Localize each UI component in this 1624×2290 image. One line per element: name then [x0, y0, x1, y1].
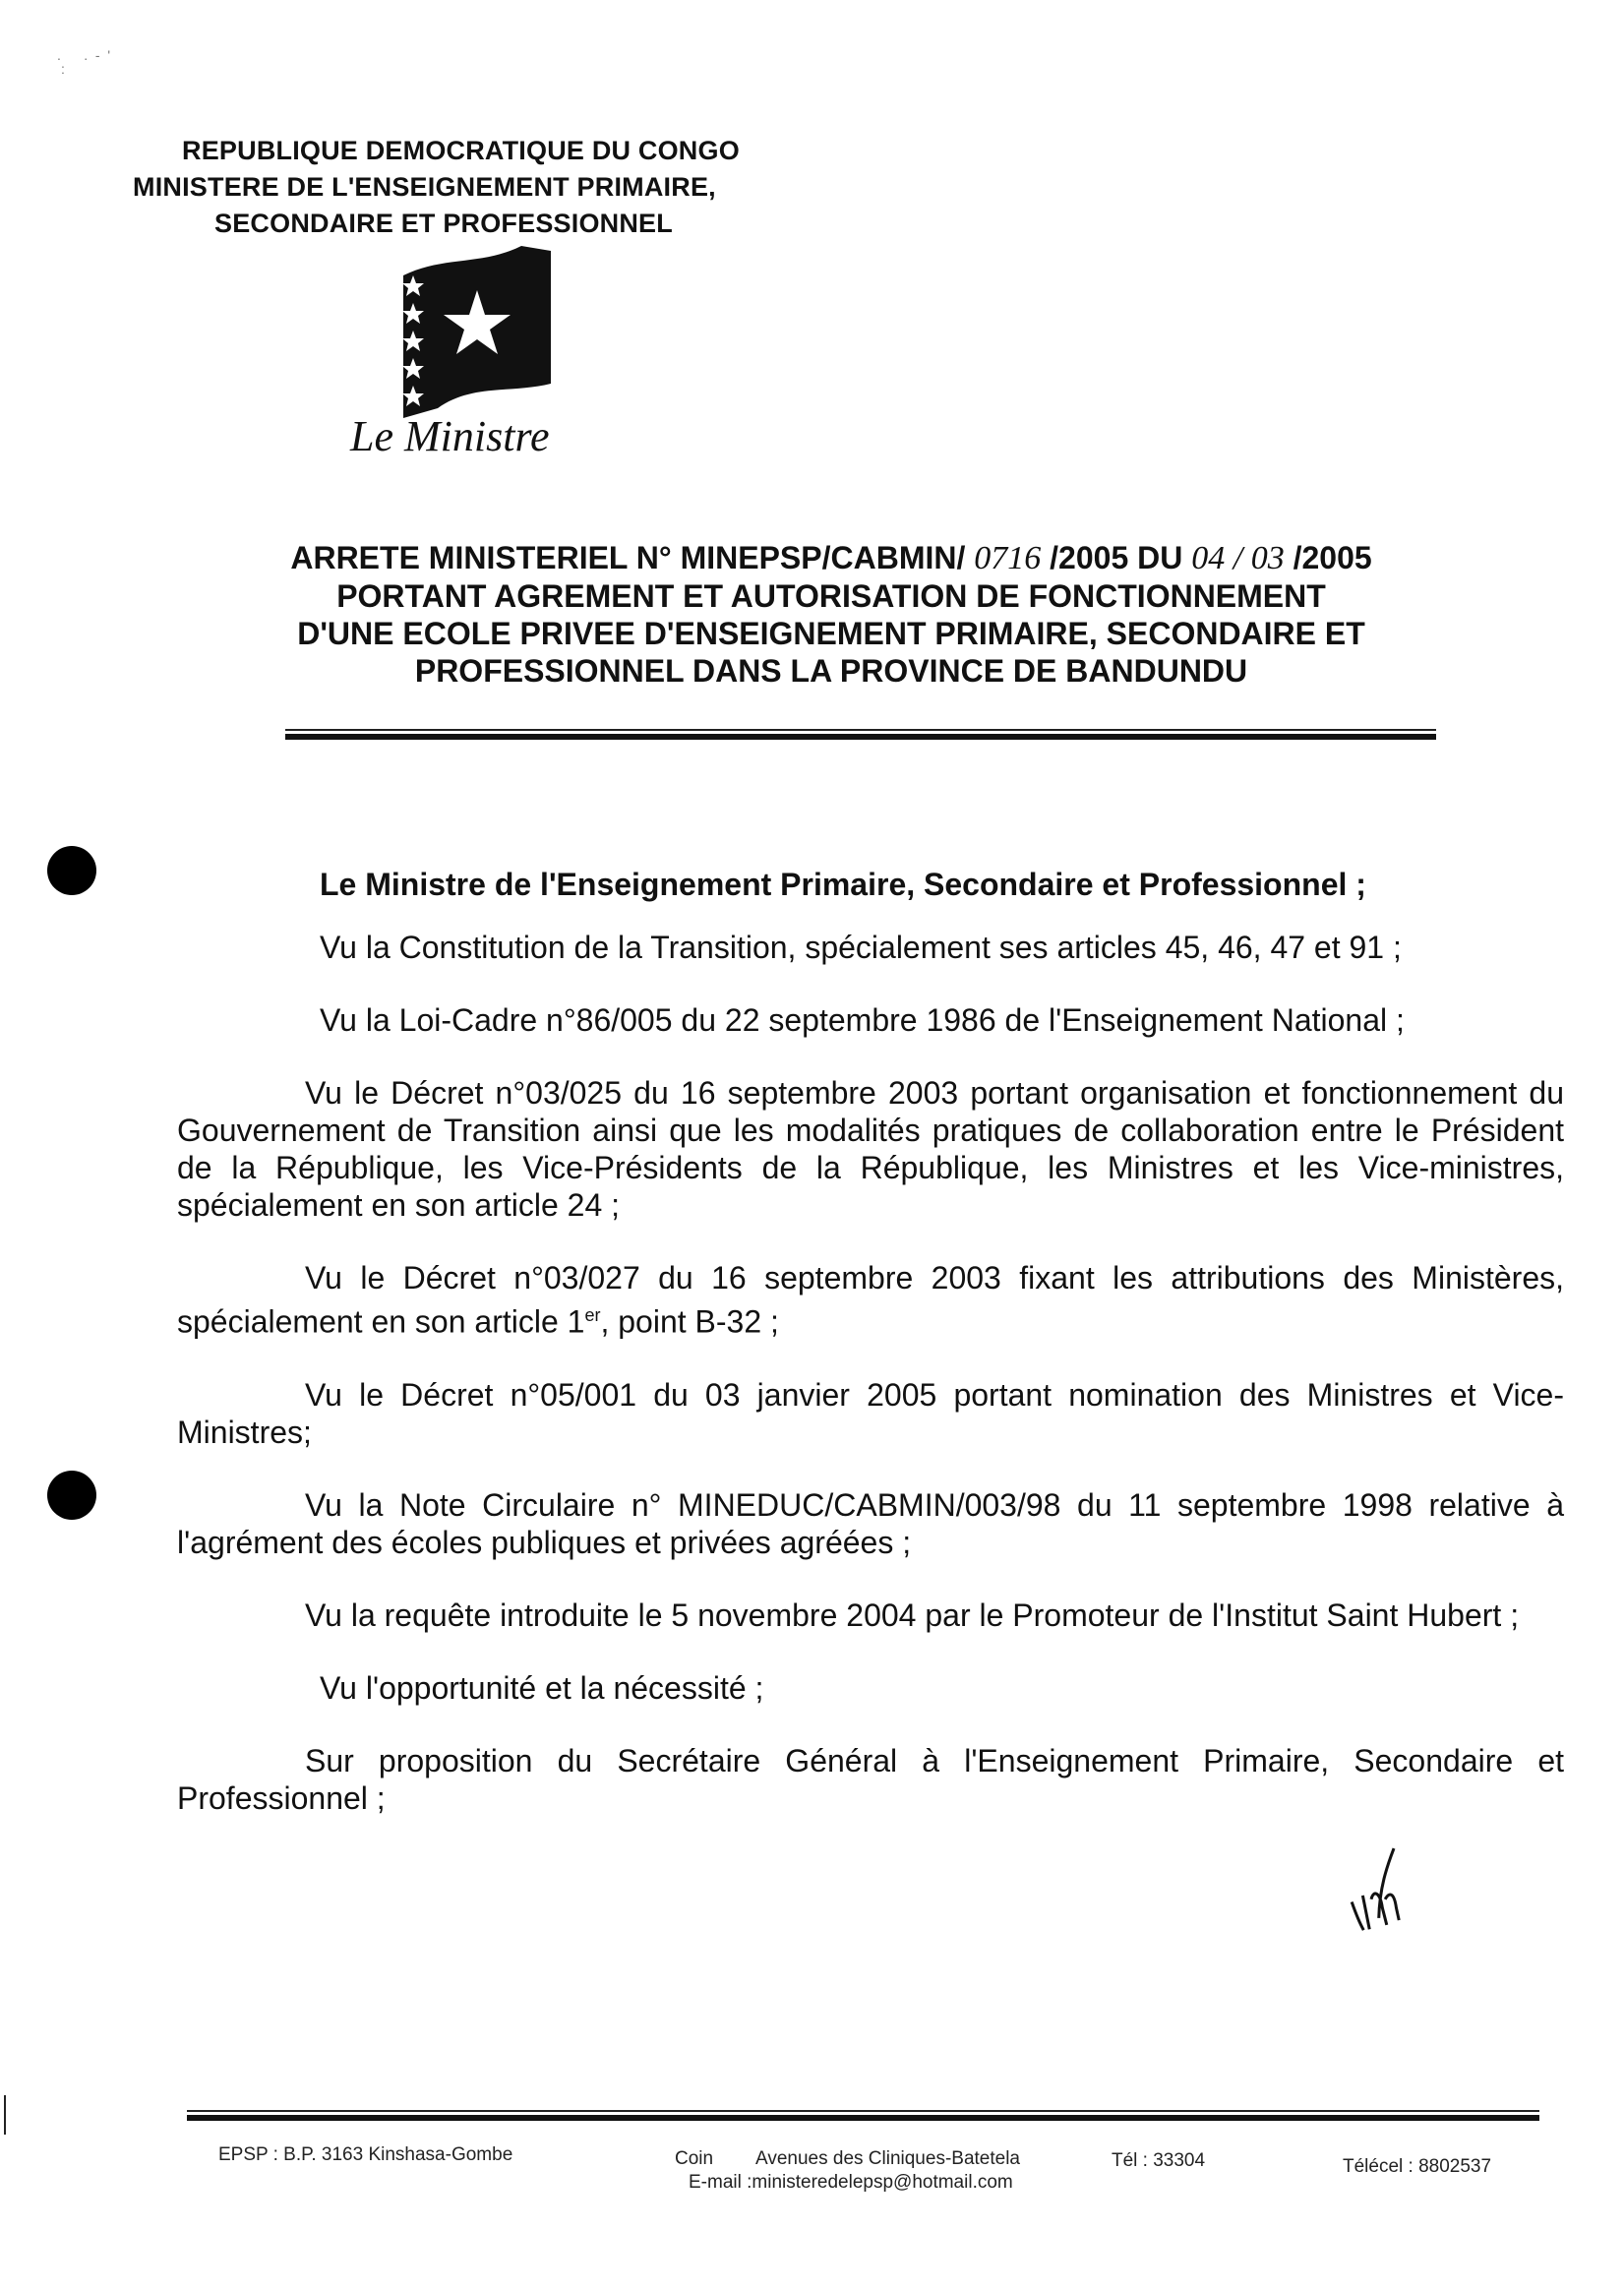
footer-coin: Coin — [675, 2148, 714, 2169]
sur-proposition: Sur proposition du Secrétaire Général à l'Enseignement Primaire, Secondaire et Professionnel ; — [177, 1742, 1564, 1816]
vu-constitution: Vu la Constitution de la Transition, spécialement ses articles 45, 46, 47 et 91 ; — [320, 930, 1402, 965]
vu-decret-001: Vu le Décret n°05/001 du 03 janvier 2005 portant nomination des Ministres et Vice-Ministres; — [177, 1376, 1564, 1450]
scan-speck: . . - ' — [57, 47, 111, 63]
decree-subject-line: PORTANT AGREMENT ET AUTORISATION DE FONCTIONNEMENT — [336, 578, 1326, 614]
vu-loi-cadre: Vu la Loi-Cadre n°86/005 du 22 septembre 1986 de l'Enseignement National ; — [320, 1002, 1405, 1038]
punch-hole — [47, 846, 96, 895]
vu-decret-025: Vu le Décret n°03/025 du 16 septembre 2003 portant organisation et fonctionnement du Gouvernement de Transition ainsi que les modalités pratiques de collaboration entre le Président de la République, les Vice-Présidents de la République, les Ministres et les Vice-ministres, spécialement en son article 24 ; — [177, 1075, 1564, 1223]
minister-title: Le Ministre — [350, 412, 550, 460]
intro-line: Le Ministre de l'Enseignement Primaire, Secondaire et Professionnel ; — [320, 867, 1366, 902]
scan-edge-mark — [4, 2095, 6, 2135]
handwritten-month: 03 — [1250, 540, 1285, 576]
scan-speck: : — [61, 61, 65, 77]
decree-number-line: ARRETE MINISTERIEL N° MINEPSP/CABMIN/ 0716 /2005 DU 04 / 03 /2005 — [290, 540, 1372, 576]
footer-avenues: Avenues des Cliniques-Batetela — [755, 2148, 1020, 2169]
footer-tel: Tél : 33304 — [1112, 2150, 1206, 2171]
handwritten-initials-signature — [1335, 1845, 1418, 1967]
footer-email: E-mail :ministeredelepsp@hotmail.com — [689, 2172, 1013, 2193]
header-ministry: MINISTERE DE L'ENSEIGNEMENT PRIMAIRE, — [133, 172, 716, 202]
decree-subject-line: PROFESSIONNEL DANS LA PROVINCE DE BANDUNDU — [414, 653, 1248, 689]
handwritten-day: 04 — [1191, 540, 1226, 576]
vu-note-circulaire: Vu la Note Circulaire n° MINEDUC/CABMIN/003/98 du 11 septembre 1998 relative à l'agrément des écoles publiques et privées agréées ; — [177, 1486, 1564, 1560]
header-ministry-cont: SECONDAIRE ET PROFESSIONNEL — [214, 209, 673, 238]
footer-divider — [187, 2110, 1539, 2121]
header-country: REPUBLIQUE DEMOCRATIQUE DU CONGO — [182, 136, 740, 165]
vu-opportunite: Vu l'opportunité et la nécessité ; — [320, 1669, 764, 1706]
decree-subject-line: D'UNE ECOLE PRIVEE D'ENSEIGNEMENT PRIMAIRE, SECONDAIRE ET — [297, 616, 1365, 651]
decree-body — [177, 866, 1564, 1852]
footer-address: EPSP : B.P. 3163 Kinshasa-Gombe — [218, 2144, 513, 2165]
title-divider — [285, 729, 1436, 740]
handwritten-number: 0716 — [974, 540, 1042, 576]
punch-hole — [47, 1471, 96, 1520]
flag-with-stars-emblem-icon — [393, 236, 561, 423]
vu-requete: Vu la requête introduite le 5 novembre 2004 par le Promoteur de l'Institut Saint Hubert ; — [305, 1597, 1520, 1633]
footer-telecel: Télécel : 8802537 — [1343, 2156, 1492, 2177]
vu-decret-027: Vu le Décret n°03/027 du 16 septembre 2003 fixant les attributions des Ministères, spécialement en son article 1er, point B-32 ; — [177, 1260, 1564, 1340]
decree-title — [177, 539, 1485, 690]
